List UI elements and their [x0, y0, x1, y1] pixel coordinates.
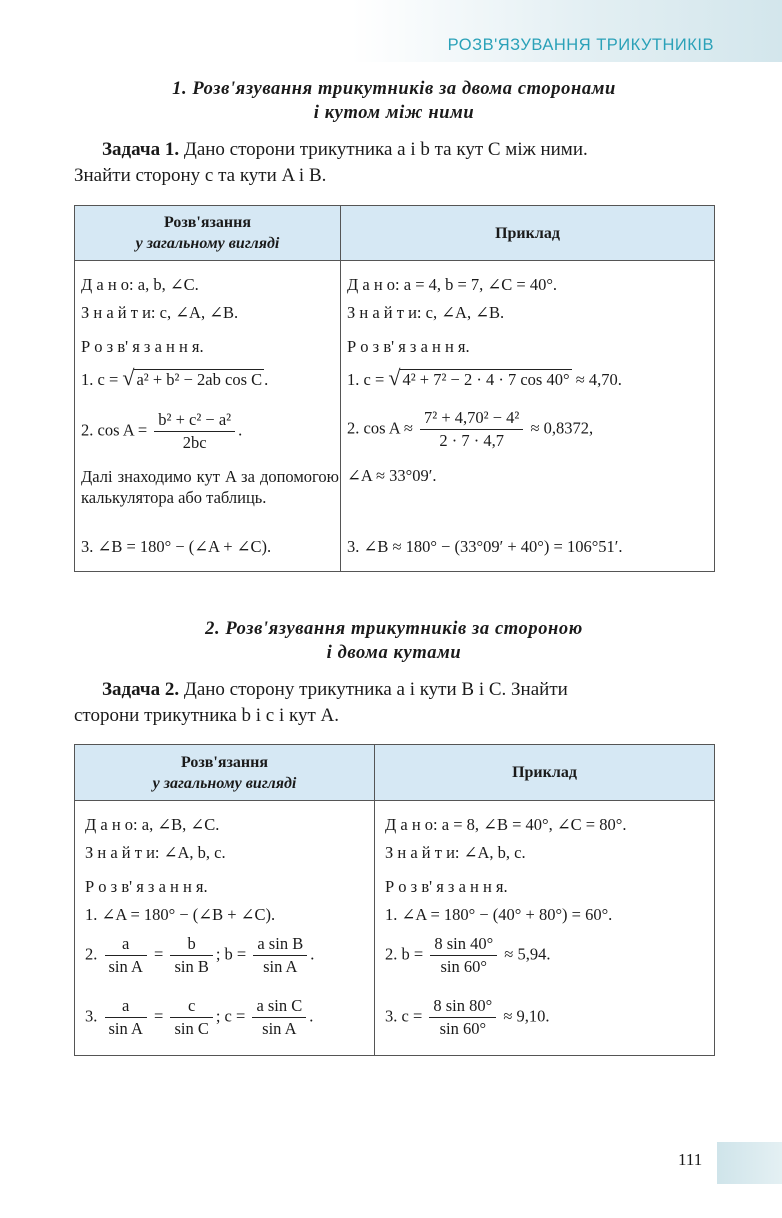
table2-col2-header: Приклад	[375, 745, 715, 801]
t2-right-step1: 1. ∠A = 180° − (40° + 80°) = 60°.	[385, 905, 613, 924]
section1-title-line2: і кутом між ними	[313, 103, 475, 123]
page-number-tab	[717, 1142, 782, 1184]
running-title: РОЗВ'ЯЗУВАННЯ ТРИКУТНИКІВ	[447, 36, 714, 54]
t1-right-find: З н а й т и: c, ∠A, ∠B.	[347, 303, 505, 322]
table2-right-cell	[375, 801, 715, 1056]
t2-left-step3: 3. $\frac{a}{\text{sin A}}$ = $\frac{c}{\text{sin C}}$ ; c = $\frac{\text{a sin C}}{\text{sin A}}$ .	[85, 996, 314, 1038]
section1-title	[74, 77, 714, 125]
t2-left-solution: Р о з в' я з а н н я.	[85, 877, 208, 896]
section2-title-line1: 2. Розв'язування трикутників за стороною	[205, 619, 583, 639]
t2-right-solution: Р о з в' я з а н н я.	[385, 877, 508, 896]
t2-left-step1: 1. ∠A = 180° − (∠B + ∠C).	[85, 905, 276, 924]
task1-label: Задача 1.	[102, 139, 180, 160]
solution-table-2	[74, 744, 715, 1056]
t2-left-find: З н а й т и: ∠A, b, c.	[85, 843, 226, 862]
t1-right-step1: 1. c = √ 4² + 7² − 2 · 4 · 7 cos 40° ≈ 4,70.	[347, 365, 622, 390]
t1-right-step3: 3. ∠B ≈ 180° − (33°09′ + 40°) = 106°51′.	[347, 537, 623, 556]
section2-title-line2: і двома кутами	[326, 643, 462, 663]
task1-line1: Дано сторони трикутника a і b та кут C між ними.	[179, 139, 588, 160]
table1-col1-header: Розв'язання у загальному вигляді	[75, 206, 341, 261]
t1-left-note: Далі знаходимо кут A за допомогою калькулятора або таблиць.	[81, 467, 339, 507]
task1-line2: Знайти сторону c та кути A і B.	[74, 165, 327, 186]
t1-right-given: Д а н о: a = 4, b = 7, ∠C = 40°.	[347, 275, 558, 294]
table2-col1-header: Розв'язання у загальному вигляді	[75, 745, 375, 801]
t1-right-solution: Р о з в' я з а н н я.	[347, 337, 470, 356]
t2-right-step3: 3. c = $\frac{8 \sin 80^\circ}{\sin 60^\circ}$ ≈ 9,10.	[385, 996, 550, 1038]
t1-right-step2: 2. cos A ≈ $\frac{\text{7² + 4,70² − 4²}}{2 \cdot 7 \cdot 4,7}$ ≈ 0,8372,	[347, 408, 594, 450]
table1-col2-header: Приклад	[341, 206, 715, 261]
t2-left-step2: 2. $\frac{a}{\text{sin A}}$ = $\frac{b}{\text{sin B}}$ ; b = $\frac{\text{a sin B}}{\text{sin A}}$ .	[85, 934, 315, 976]
solution-table-1	[74, 205, 715, 572]
t1-right-angleA: ∠A ≈ 33°09′.	[347, 466, 437, 485]
table1-left-cell	[75, 261, 341, 572]
t2-right-find: З н а й т и: ∠A, b, c.	[385, 843, 526, 862]
t2-left-given: Д а н о: a, ∠B, ∠C.	[85, 815, 220, 834]
section2-title	[74, 617, 714, 665]
task1-text	[74, 137, 715, 189]
table1-right-cell	[341, 261, 715, 572]
section1-title-line1: 1. Розв'язування трикутників за двома сторонами	[172, 79, 616, 99]
page-number: 111	[678, 1150, 703, 1169]
task2-line1: Дано сторону трикутника a і кути B і C. Знайти	[179, 679, 568, 700]
table2-left-cell	[75, 801, 375, 1056]
t1-left-step2: 2. cos A = $\frac{\text{b² + c² − a²}}{2bc}$ .	[81, 410, 243, 452]
t1-left-step3: 3. ∠B = 180° − (∠A + ∠C).	[81, 537, 272, 556]
t1-left-solution: Р о з в' я з а н н я.	[81, 337, 204, 356]
t1-left-step1: 1. c = √ a² + b² − 2ab cos C .	[81, 365, 269, 390]
t2-right-step2: 2. b = $\frac{8 \sin 40^\circ}{\sin 60^\circ}$ ≈ 5,94.	[385, 934, 551, 976]
t2-right-given: Д а н о: a = 8, ∠B = 40°, ∠C = 80°.	[385, 815, 627, 834]
t1-left-given: Д а н о: a, b, ∠C.	[81, 275, 199, 294]
task2-line2: сторони трикутника b і c і кут A.	[74, 705, 339, 726]
task2-label: Задача 2.	[102, 679, 180, 700]
task2-text	[74, 677, 715, 729]
t1-left-find: З н а й т и: c, ∠A, ∠B.	[81, 303, 239, 322]
